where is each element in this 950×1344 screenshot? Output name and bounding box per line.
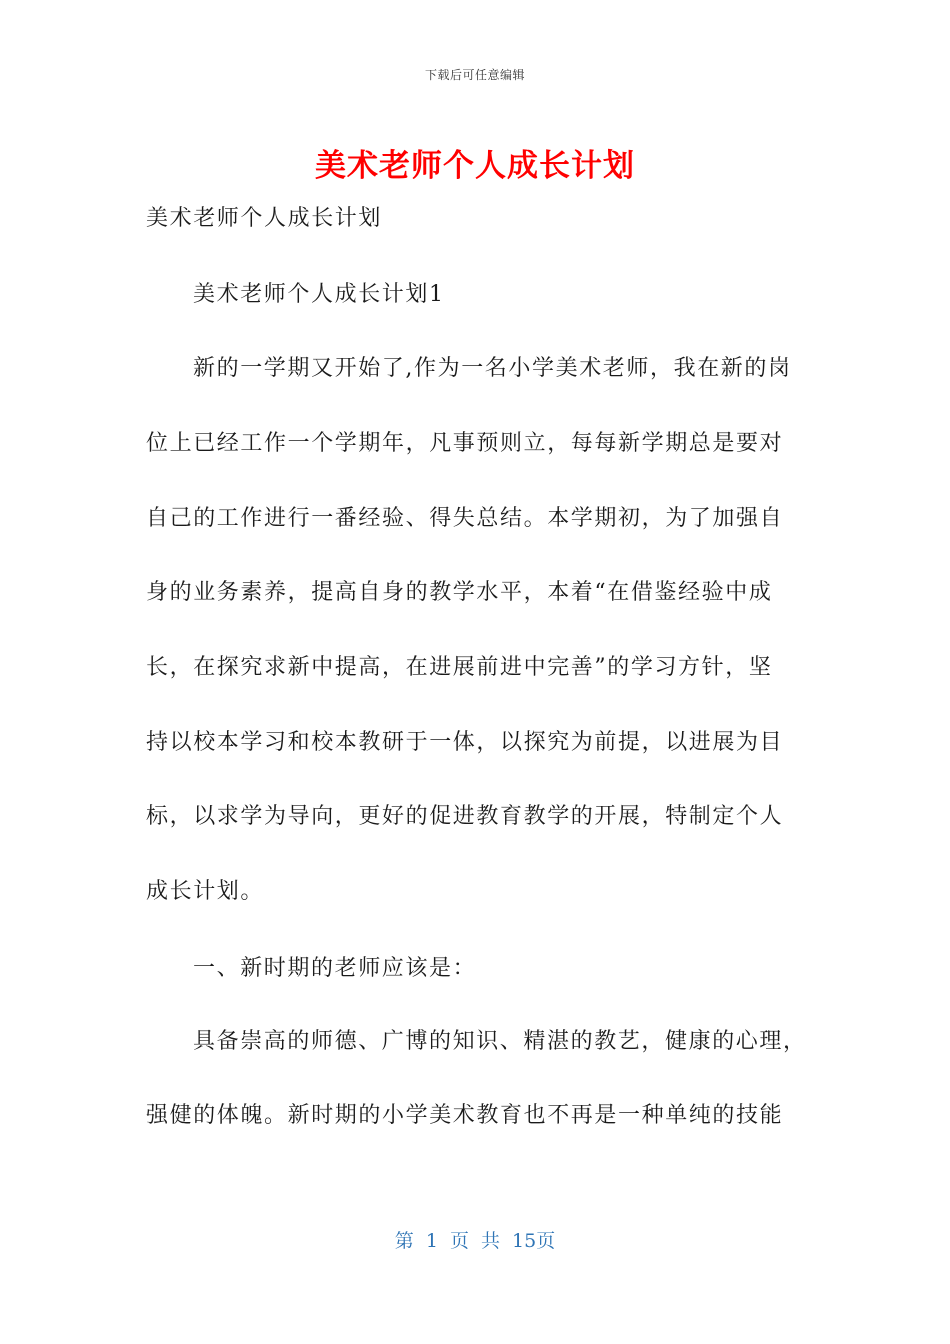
page-number: 第 1 页 共 15页 bbox=[394, 1230, 556, 1252]
paragraph-line: 成长计划。 bbox=[146, 879, 265, 904]
paragraph-line: 长，在探究求新中提高，在进展前进中完善”的学习方针，坚 bbox=[146, 655, 773, 680]
paragraph-line: 标，以求学为导向，更好的促进教育教学的开展，特制定个人 bbox=[146, 804, 784, 829]
paragraph-line: 自己的工作进行一番经验、得失总结。本学期初，为了加强自 bbox=[146, 506, 784, 531]
subtitle-line: 美术老师个人成长计划 bbox=[146, 206, 383, 231]
document-title: 美术老师个人成长计划 bbox=[315, 148, 635, 184]
list-heading: 一、新时期的老师应该是： bbox=[193, 956, 477, 981]
paragraph-line: 新的一学期又开始了,作为一名小学美术老师，我在新的岗 bbox=[193, 356, 792, 381]
paragraph-line: 身的业务素养，提高自身的教学水平，本着“在借鉴经验中成 bbox=[146, 580, 773, 605]
paragraph-line: 持以校本学习和校本教研于一体，以探究为前提，以进展为目 bbox=[146, 730, 784, 755]
paragraph-line: 强健的体魄。新时期的小学美术教育也不再是一种单纯的技能 bbox=[146, 1103, 784, 1128]
header-note: 下载后可任意编辑 bbox=[424, 68, 525, 82]
paragraph-line: 具备崇高的师德、广博的知识、精湛的教艺，健康的心理， bbox=[193, 1029, 807, 1054]
paragraph-line: 位上已经工作一个学期年，凡事预则立，每每新学期总是要对 bbox=[146, 431, 784, 456]
section-heading: 美术老师个人成长计划1 bbox=[193, 282, 445, 307]
